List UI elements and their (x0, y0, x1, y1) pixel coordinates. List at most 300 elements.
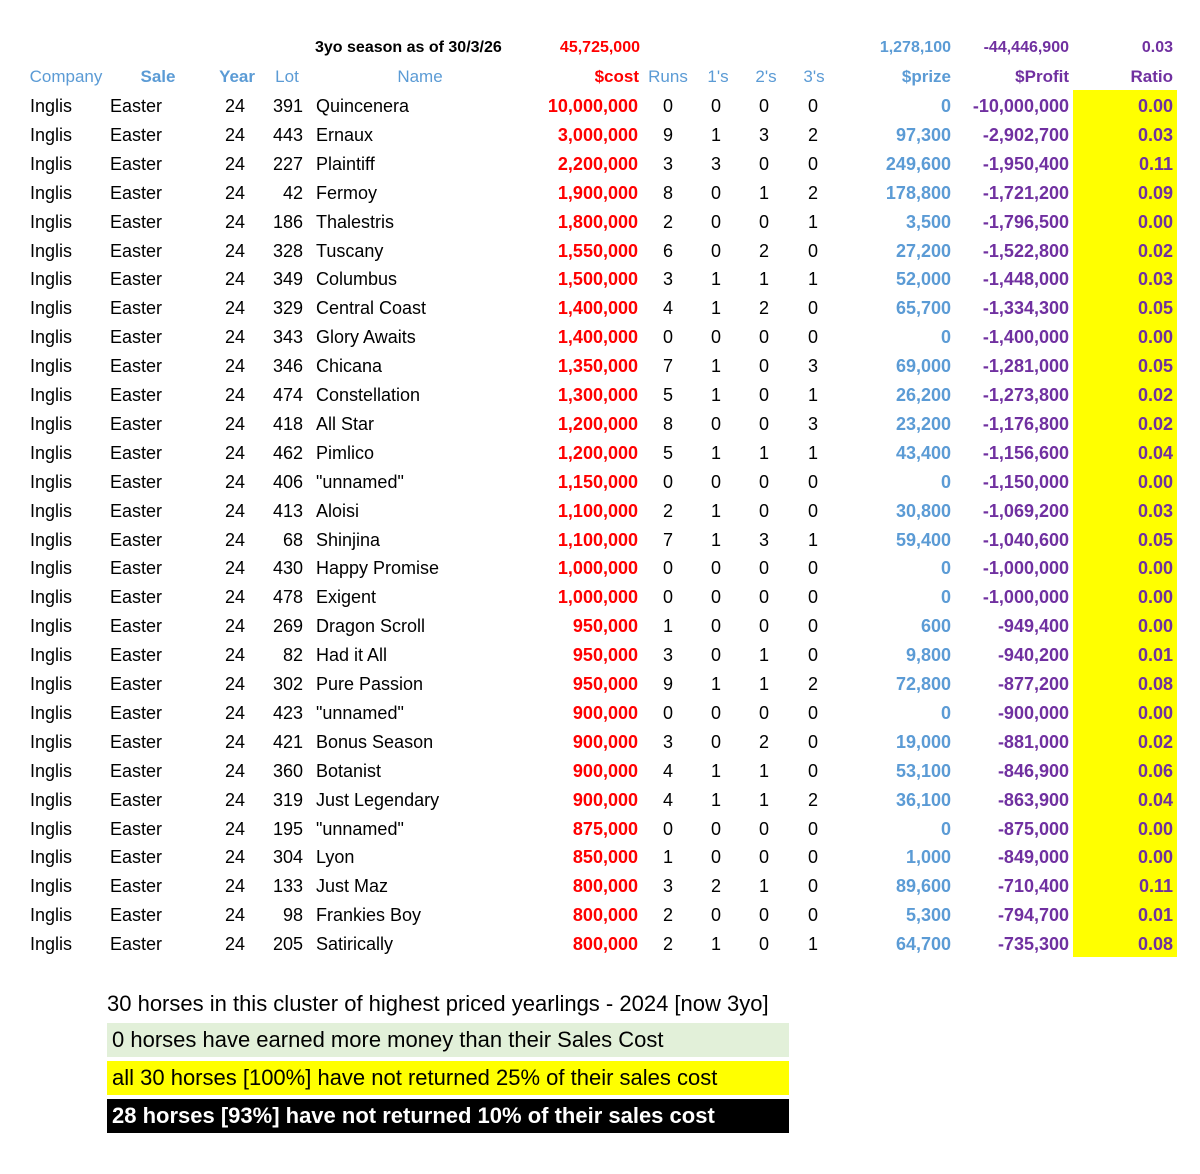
cell-runs: 3 (662, 269, 673, 289)
cell-thirds: 0 (807, 876, 818, 896)
cell-runs: 3 (662, 732, 673, 752)
cell-company: Inglis (30, 154, 73, 174)
cell-company: Inglis (30, 732, 73, 752)
cell-company: Inglis (30, 443, 73, 463)
cell-lot: 413 (272, 501, 303, 521)
cell-ratio: 0.02 (1137, 241, 1173, 261)
cell-cost: 1,100,000 (557, 530, 638, 550)
cell-thirds: 2 (807, 790, 818, 810)
cell-profit: -794,700 (997, 905, 1069, 925)
header-year: Year (219, 67, 255, 86)
cell-runs: 7 (662, 530, 673, 550)
cell-lot: 133 (272, 876, 303, 896)
cell-year: 24 (224, 472, 245, 492)
cell-seconds: 0 (758, 501, 769, 521)
cell-cost: 1,400,000 (557, 327, 638, 347)
cell-profit: -849,000 (997, 847, 1069, 867)
cell-runs: 0 (662, 703, 673, 723)
cell-cost: 1,100,000 (557, 501, 638, 521)
cell-seconds: 0 (758, 847, 769, 867)
cell-sale: Easter (110, 472, 163, 492)
cell-company: Inglis (30, 241, 73, 261)
cell-seconds: 0 (758, 934, 769, 954)
cell-lot: 195 (272, 819, 303, 839)
cell-ratio: 0.00 (1137, 819, 1173, 839)
cell-thirds: 0 (807, 616, 818, 636)
cell-name: Ernaux (316, 125, 374, 145)
cell-sale: Easter (110, 703, 163, 723)
header-runs: Runs (648, 67, 688, 86)
cell-lot: 406 (272, 472, 303, 492)
cell-company: Inglis (30, 645, 73, 665)
header-name: Name (397, 67, 443, 86)
cell-sale: Easter (110, 587, 163, 607)
cell-firsts: 1 (710, 761, 721, 781)
cell-sale: Easter (110, 819, 163, 839)
cell-runs: 5 (662, 443, 673, 463)
cell-cost: 1,200,000 (557, 414, 638, 434)
cell-profit: -1,721,200 (982, 183, 1069, 203)
cell-sale: Easter (110, 645, 163, 665)
cell-firsts: 0 (710, 847, 721, 867)
cell-prize: 249,600 (885, 154, 951, 174)
cell-ratio: 0.00 (1137, 703, 1173, 723)
cell-name: Chicana (316, 356, 383, 376)
cell-seconds: 0 (758, 905, 769, 925)
cell-year: 24 (224, 501, 245, 521)
cell-name: Quincenera (316, 96, 410, 116)
cell-prize: 64,700 (895, 934, 951, 954)
cell-name: Bonus Season (316, 732, 434, 752)
cell-runs: 0 (662, 472, 673, 492)
cell-profit: -735,300 (997, 934, 1069, 954)
cell-ratio: 0.09 (1137, 183, 1173, 203)
cell-name: Happy Promise (316, 558, 440, 578)
cell-profit: -1,000,000 (982, 558, 1069, 578)
cell-runs: 2 (662, 501, 673, 521)
cell-prize: 0 (940, 327, 951, 347)
cell-lot: 391 (272, 96, 303, 116)
cell-lot: 462 (272, 443, 303, 463)
cell-prize: 52,000 (895, 269, 951, 289)
cell-firsts: 1 (710, 298, 721, 318)
cell-thirds: 0 (807, 472, 818, 492)
cell-year: 24 (224, 414, 245, 434)
cell-ratio: 0.00 (1137, 327, 1173, 347)
cell-seconds: 0 (758, 587, 769, 607)
cell-runs: 2 (662, 905, 673, 925)
cell-thirds: 2 (807, 674, 818, 694)
cell-runs: 3 (662, 876, 673, 896)
cell-lot: 42 (282, 183, 303, 203)
cell-runs: 4 (662, 790, 673, 810)
cell-prize: 53,100 (895, 761, 951, 781)
cell-cost: 10,000,000 (547, 96, 638, 116)
cell-year: 24 (224, 356, 245, 376)
cell-year: 24 (224, 934, 245, 954)
cell-company: Inglis (30, 125, 73, 145)
season-label: 3yo season as of 30/3/26 (315, 39, 502, 56)
cell-profit: -2,902,700 (982, 125, 1069, 145)
cell-year: 24 (224, 790, 245, 810)
cell-name: Frankies Boy (316, 905, 422, 925)
cell-name: Pimlico (316, 443, 375, 463)
cell-cost: 950,000 (572, 616, 638, 636)
cell-name: Tuscany (316, 241, 384, 261)
cell-ratio: 0.05 (1137, 298, 1173, 318)
cell-name: Thalestris (316, 212, 395, 232)
cell-seconds: 3 (758, 125, 769, 145)
cell-sale: Easter (110, 269, 163, 289)
cell-ratio: 0.05 (1137, 356, 1173, 376)
cell-runs: 3 (662, 645, 673, 665)
cell-ratio: 0.08 (1137, 674, 1173, 694)
cell-firsts: 1 (710, 269, 721, 289)
cell-seconds: 1 (758, 876, 769, 896)
cell-company: Inglis (30, 847, 73, 867)
cell-ratio: 0.02 (1137, 385, 1173, 405)
cell-ratio: 0.01 (1137, 905, 1173, 925)
cell-profit: -900,000 (997, 703, 1069, 723)
cell-profit: -1,522,800 (982, 241, 1069, 261)
note-cluster: 30 horses in this cluster of highest priced yearlings - 2024 [now 3yo] (107, 991, 769, 1016)
cell-runs: 0 (662, 327, 673, 347)
cell-ratio: 0.02 (1137, 732, 1173, 752)
cell-runs: 9 (662, 674, 673, 694)
cell-year: 24 (224, 645, 245, 665)
cell-firsts: 0 (710, 616, 721, 636)
cell-year: 24 (224, 154, 245, 174)
cell-company: Inglis (30, 761, 73, 781)
cell-lot: 421 (272, 732, 303, 752)
cell-thirds: 0 (807, 732, 818, 752)
cell-seconds: 2 (758, 732, 769, 752)
cell-cost: 900,000 (572, 732, 638, 752)
cell-runs: 2 (662, 212, 673, 232)
total-cost: 45,725,000 (559, 39, 640, 56)
cell-runs: 1 (662, 847, 673, 867)
cell-profit: -1,150,000 (982, 472, 1069, 492)
cell-seconds: 1 (758, 674, 769, 694)
cell-lot: 227 (272, 154, 303, 174)
cell-name: Just Legendary (316, 790, 440, 810)
cell-seconds: 1 (758, 269, 769, 289)
cell-company: Inglis (30, 356, 73, 376)
cell-ratio: 0.00 (1137, 847, 1173, 867)
cell-sale: Easter (110, 414, 163, 434)
cell-firsts: 0 (710, 703, 721, 723)
cell-thirds: 0 (807, 645, 818, 665)
cell-year: 24 (224, 530, 245, 550)
cell-seconds: 0 (758, 385, 769, 405)
cell-seconds: 0 (758, 819, 769, 839)
cell-runs: 5 (662, 385, 673, 405)
cell-name: Had it All (316, 645, 388, 665)
cell-thirds: 1 (807, 269, 818, 289)
cell-prize: 19,000 (895, 732, 951, 752)
cell-name: Botanist (316, 761, 382, 781)
cell-company: Inglis (30, 587, 73, 607)
cell-seconds: 0 (758, 212, 769, 232)
cell-thirds: 0 (807, 154, 818, 174)
cell-firsts: 1 (710, 356, 721, 376)
cell-company: Inglis (30, 934, 73, 954)
cell-seconds: 0 (758, 558, 769, 578)
cell-firsts: 0 (710, 472, 721, 492)
cell-lot: 423 (272, 703, 303, 723)
cell-cost: 1,300,000 (557, 385, 638, 405)
cell-name: Glory Awaits (316, 327, 416, 347)
cell-year: 24 (224, 443, 245, 463)
cell-sale: Easter (110, 905, 163, 925)
cell-cost: 1,800,000 (557, 212, 638, 232)
cell-name: Plaintiff (316, 154, 375, 174)
note-not-25-percent: all 30 horses [100%] have not returned 25% of their sales cost (107, 1061, 789, 1095)
cell-sale: Easter (110, 356, 163, 376)
cell-firsts: 0 (710, 587, 721, 607)
cell-year: 24 (224, 298, 245, 318)
cell-seconds: 0 (758, 327, 769, 347)
cell-cost: 800,000 (572, 876, 638, 896)
cell-firsts: 0 (710, 645, 721, 665)
cell-company: Inglis (30, 414, 73, 434)
cell-profit: -1,040,600 (982, 530, 1069, 550)
cell-prize: 59,400 (895, 530, 951, 550)
cell-sale: Easter (110, 443, 163, 463)
cell-cost: 950,000 (572, 645, 638, 665)
cell-sale: Easter (110, 327, 163, 347)
cell-thirds: 2 (807, 125, 818, 145)
cell-thirds: 0 (807, 501, 818, 521)
cell-thirds: 0 (807, 819, 818, 839)
cell-seconds: 0 (758, 154, 769, 174)
cell-lot: 82 (282, 645, 303, 665)
cell-firsts: 0 (710, 905, 721, 925)
cell-runs: 3 (662, 154, 673, 174)
cell-sale: Easter (110, 558, 163, 578)
cell-prize: 23,200 (895, 414, 951, 434)
cell-company: Inglis (30, 212, 73, 232)
cell-name: Columbus (316, 269, 398, 289)
cell-year: 24 (224, 125, 245, 145)
cell-cost: 800,000 (572, 934, 638, 954)
cell-lot: 304 (272, 847, 303, 867)
cell-thirds: 3 (807, 356, 818, 376)
cell-cost: 1,550,000 (557, 241, 638, 261)
cell-company: Inglis (30, 703, 73, 723)
cell-profit: -10,000,000 (972, 96, 1069, 116)
cell-thirds: 0 (807, 558, 818, 578)
cell-profit: -1,448,000 (982, 269, 1069, 289)
cell-sale: Easter (110, 385, 163, 405)
cell-profit: -875,000 (997, 819, 1069, 839)
cell-lot: 343 (272, 327, 303, 347)
cell-name: Pure Passion (316, 674, 424, 694)
cell-ratio: 0.11 (1138, 876, 1173, 896)
cell-prize: 69,000 (895, 356, 951, 376)
total-profit: -44,446,900 (983, 39, 1069, 56)
cell-lot: 302 (272, 674, 303, 694)
cell-ratio: 0.00 (1137, 616, 1173, 636)
cell-name: "unnamed" (316, 472, 404, 492)
cell-ratio: 0.03 (1137, 125, 1173, 145)
cell-runs: 0 (662, 558, 673, 578)
cell-firsts: 1 (710, 674, 721, 694)
cell-firsts: 0 (710, 212, 721, 232)
cell-year: 24 (224, 558, 245, 578)
cell-firsts: 1 (710, 530, 721, 550)
cell-ratio: 0.03 (1137, 269, 1173, 289)
cell-cost: 1,400,000 (557, 298, 638, 318)
cell-seconds: 2 (758, 241, 769, 261)
cell-firsts: 1 (710, 443, 721, 463)
cell-name: All Star (316, 414, 375, 434)
cell-lot: 68 (282, 530, 303, 550)
cell-profit: -1,950,400 (982, 154, 1069, 174)
cell-ratio: 0.00 (1137, 212, 1173, 232)
cell-company: Inglis (30, 385, 73, 405)
cell-company: Inglis (30, 327, 73, 347)
cell-seconds: 0 (758, 703, 769, 723)
cell-name: Exigent (316, 587, 377, 607)
header-lot: Lot (275, 67, 299, 86)
cell-sale: Easter (110, 934, 163, 954)
cell-prize: 0 (940, 819, 951, 839)
cell-thirds: 0 (807, 847, 818, 867)
cell-firsts: 1 (710, 125, 721, 145)
cell-firsts: 0 (710, 96, 721, 116)
cell-prize: 0 (940, 558, 951, 578)
cell-lot: 328 (272, 241, 303, 261)
cell-name: Aloisi (316, 501, 360, 521)
cell-thirds: 3 (807, 414, 818, 434)
cell-lot: 443 (272, 125, 303, 145)
cell-profit: -1,176,800 (982, 414, 1069, 434)
cell-thirds: 0 (807, 298, 818, 318)
cell-sale: Easter (110, 847, 163, 867)
cell-profit: -1,000,000 (982, 587, 1069, 607)
cell-profit: -863,900 (997, 790, 1069, 810)
header-sale: Sale (140, 67, 176, 86)
cell-seconds: 1 (758, 790, 769, 810)
cell-lot: 430 (272, 558, 303, 578)
cell-sale: Easter (110, 154, 163, 174)
cell-year: 24 (224, 616, 245, 636)
cell-prize: 30,800 (895, 501, 951, 521)
cell-ratio: 0.00 (1137, 558, 1173, 578)
cell-year: 24 (224, 269, 245, 289)
cell-cost: 1,500,000 (557, 269, 638, 289)
cell-ratio: 0.04 (1137, 790, 1173, 810)
cell-cost: 2,200,000 (557, 154, 638, 174)
cell-profit: -710,400 (997, 876, 1069, 896)
cell-thirds: 1 (807, 385, 818, 405)
cell-ratio: 0.00 (1137, 96, 1173, 116)
cell-firsts: 0 (710, 183, 721, 203)
cell-prize: 43,400 (895, 443, 951, 463)
cell-prize: 0 (940, 472, 951, 492)
cell-lot: 269 (272, 616, 303, 636)
cell-thirds: 0 (807, 327, 818, 347)
cell-name: "unnamed" (316, 703, 404, 723)
cell-firsts: 0 (710, 732, 721, 752)
cell-runs: 6 (662, 241, 673, 261)
cell-seconds: 0 (758, 472, 769, 492)
cell-prize: 5,300 (905, 905, 951, 925)
cell-prize: 0 (940, 96, 951, 116)
cell-lot: 346 (272, 356, 303, 376)
cell-profit: -1,156,600 (982, 443, 1069, 463)
cell-sale: Easter (110, 790, 163, 810)
cell-ratio: 0.11 (1138, 154, 1173, 174)
header-prize: $prize (901, 67, 951, 86)
cell-lot: 418 (272, 414, 303, 434)
cell-year: 24 (224, 732, 245, 752)
cell-company: Inglis (30, 819, 73, 839)
cell-lot: 319 (272, 790, 303, 810)
cell-year: 24 (224, 96, 245, 116)
cell-seconds: 1 (758, 443, 769, 463)
cell-sale: Easter (110, 125, 163, 145)
cell-year: 24 (224, 761, 245, 781)
cell-ratio: 0.05 (1137, 530, 1173, 550)
cell-profit: -1,400,000 (982, 327, 1069, 347)
cell-seconds: 2 (758, 298, 769, 318)
cell-prize: 600 (920, 616, 951, 636)
cell-year: 24 (224, 183, 245, 203)
cell-sale: Easter (110, 876, 163, 896)
cell-company: Inglis (30, 905, 73, 925)
cell-sale: Easter (110, 530, 163, 550)
cell-seconds: 0 (758, 414, 769, 434)
cell-lot: 205 (272, 934, 303, 954)
cell-firsts: 1 (710, 934, 721, 954)
cell-seconds: 0 (758, 356, 769, 376)
cell-seconds: 0 (758, 96, 769, 116)
cell-thirds: 0 (807, 761, 818, 781)
cell-firsts: 3 (710, 154, 721, 174)
cell-thirds: 0 (807, 241, 818, 261)
cell-name: Central Coast (316, 298, 427, 318)
cell-sale: Easter (110, 674, 163, 694)
header-company: Company (29, 67, 103, 86)
cell-seconds: 3 (758, 530, 769, 550)
cell-thirds: 1 (807, 212, 818, 232)
cell-company: Inglis (30, 269, 73, 289)
cell-cost: 1,200,000 (557, 443, 638, 463)
cell-profit: -1,334,300 (982, 298, 1069, 318)
cell-profit: -1,796,500 (982, 212, 1069, 232)
cell-lot: 349 (272, 269, 303, 289)
cell-profit: -949,400 (997, 616, 1069, 636)
cell-company: Inglis (30, 472, 73, 492)
cell-company: Inglis (30, 298, 73, 318)
cell-cost: 850,000 (572, 847, 638, 867)
cell-sale: Easter (110, 183, 163, 203)
cell-cost: 900,000 (572, 790, 638, 810)
cell-year: 24 (224, 819, 245, 839)
cell-seconds: 0 (758, 616, 769, 636)
cell-company: Inglis (30, 876, 73, 896)
cell-company: Inglis (30, 790, 73, 810)
cell-profit: -1,281,000 (982, 356, 1069, 376)
cell-ratio: 0.08 (1137, 934, 1173, 954)
cell-cost: 875,000 (572, 819, 638, 839)
cell-thirds: 0 (807, 703, 818, 723)
cell-ratio: 0.04 (1137, 443, 1173, 463)
cell-name: Fermoy (316, 183, 378, 203)
cell-year: 24 (224, 703, 245, 723)
